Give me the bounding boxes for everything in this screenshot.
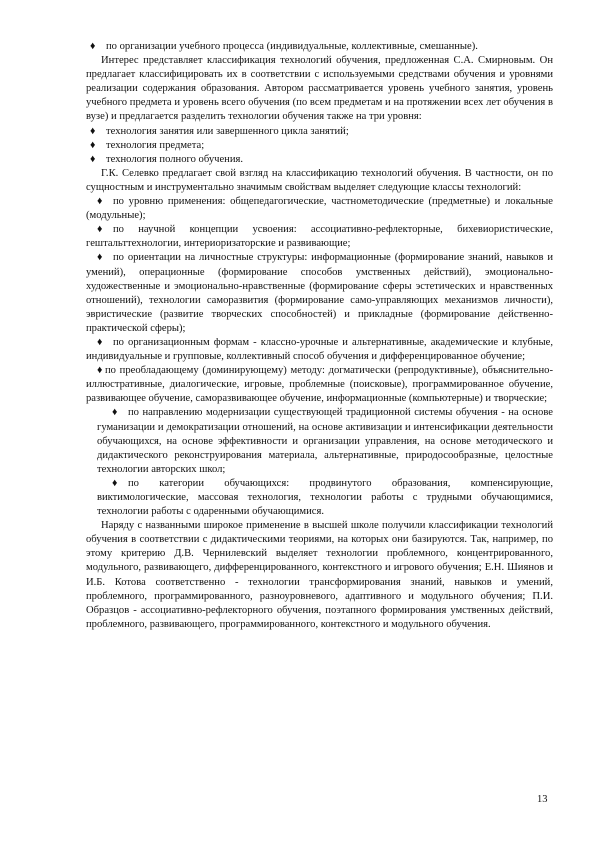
text: по категории обучающихся: продвинутого образования, компенсирующие, виктимологические, массовая технология, технологии работы с трудными обучающимися, технологии работы с одаренными обучающимися. [97, 477, 553, 518]
diamond-bullet-icon: ♦ [97, 365, 103, 377]
diamond-bullet-icon: ♦ [97, 336, 103, 348]
text: технология полного обучения. [106, 153, 244, 165]
text: по преобладающему (доминирующему) методу: догматически (репродуктивные), объяснительно-иллюстративные, диалогические, игровые, проблемные (поисковые), программированное обучение, развивающее обучение, саморазвивающее обучение, информационные (компьютерные) и творческие; [86, 365, 553, 405]
diamond-bullet-icon: ♦ [112, 477, 118, 489]
diamond-bullet-icon: ♦ [97, 224, 103, 236]
bullet-item [86, 153, 553, 167]
text: по ориентации на личностные структуры: информационные (формирование знаний, навыков и умений), операционные (формирование способов умственных действий), эмоционально-художественные и эмоционально-нравственные (формирование сферы эстетических и нравственных отношений), технологии саморазвития (формирование само-управляющих механизмов личности), эвристические (развитие творческих способностей) и прикладные (формирование действенно-практической сферы); [86, 252, 553, 334]
text: по организации учебного процесса (индивидуальные, коллективные, смешанные). [106, 41, 478, 52]
bullet-item [86, 195, 553, 223]
diamond-bullet-icon: ♦ [90, 153, 96, 165]
text: по уровню применения: общепедагогические, частнометодические (предметные) и локальные (модульные); [86, 196, 553, 222]
bullet-item [86, 364, 553, 406]
text: Интерес представляет классификация технологий обучения, предложенная С.А. Смирновым. Он предлагает классифицировать их в соответствии с используемыми средствами обучения и уровнями реализации содержания образования. Автором рассматривается уровень учебного занятия, уровень учебного предмета и уровень всего обучения (по всем предметам и на протяжении всех лет обучения в вузе) и предлагается разделить технологии обучения также на три уровня: [86, 55, 553, 123]
text: по научной концепции усвоения: ассоциативно-рефлекторные, бихевиористические, гештальттехнологии, интериоризаторские и развивающие; [86, 224, 553, 250]
diamond-bullet-icon: ♦ [97, 196, 103, 208]
bullet-item [86, 223, 553, 251]
diamond-bullet-icon: ♦ [97, 252, 103, 264]
diamond-bullet-icon: ♦ [112, 407, 118, 419]
text: Г.К. Селевко предлагает свой взгляд на классификацию технологий обучения. В частности, он по сущностным и инструментально значимым свойствам выделяет следующие классы технологий: [86, 167, 553, 193]
text: по организационным формам - классно-урочные и альтернативные, академические и клубные, индивидуальные и групповые, коллективный способ обучения и дифференцированное обучение; [86, 336, 553, 363]
text: Наряду с названными широкое применение в высшей школе получили классификации технологий обучения в соответствии с дидактическими теориями, на которых они базируются. Так, например, по этому критерию Д.В. Чернилевский выделяет технологии проблемного, концентрированного, модульного, развивающего, дифференцированного, контекстного и игрового обучения; Е.Н. Шиянов и И.Б. Котова соответственно - технологии трансформирования знаний, навыков и умений, проблемного, программированного, разноуровневого, адаптивного и модульного обучения; П.И. Образцов - ассоциативно-рефлекторного обучения, поэтапного формирования умственных действий, проблемного, развивающего, программированного, контекстного и модульного обучения. [86, 520, 553, 630]
bullet-item [86, 125, 553, 139]
text: технология занятия или завершенного цикла занятий; [106, 125, 349, 137]
paragraph [86, 54, 553, 124]
bullet-item [86, 336, 553, 364]
paragraph [86, 167, 553, 195]
diamond-bullet-icon: ♦ [90, 125, 96, 137]
text: технология предмета; [106, 139, 205, 151]
bullet-item [86, 40, 553, 54]
bullet-item [86, 251, 553, 336]
document-body [86, 40, 553, 632]
diamond-bullet-icon: ♦ [90, 41, 96, 52]
bullet-item [86, 477, 553, 519]
text: по направлению модернизации существующей традиционной системы обучения - на основе гуманизации и демократизации отношений, на основе активизации и интенсификации деятельности обучающихся, на основе эффективности и организации управления, на основе методического и дидактического реконструирования материала, альтернативные, природосообразные, целостные технологии авторских школ; [97, 407, 553, 475]
paragraph [86, 519, 553, 632]
bullet-item [86, 406, 553, 476]
diamond-bullet-icon: ♦ [90, 139, 96, 151]
bullet-item [86, 139, 553, 153]
page-number: 13 [537, 794, 548, 805]
